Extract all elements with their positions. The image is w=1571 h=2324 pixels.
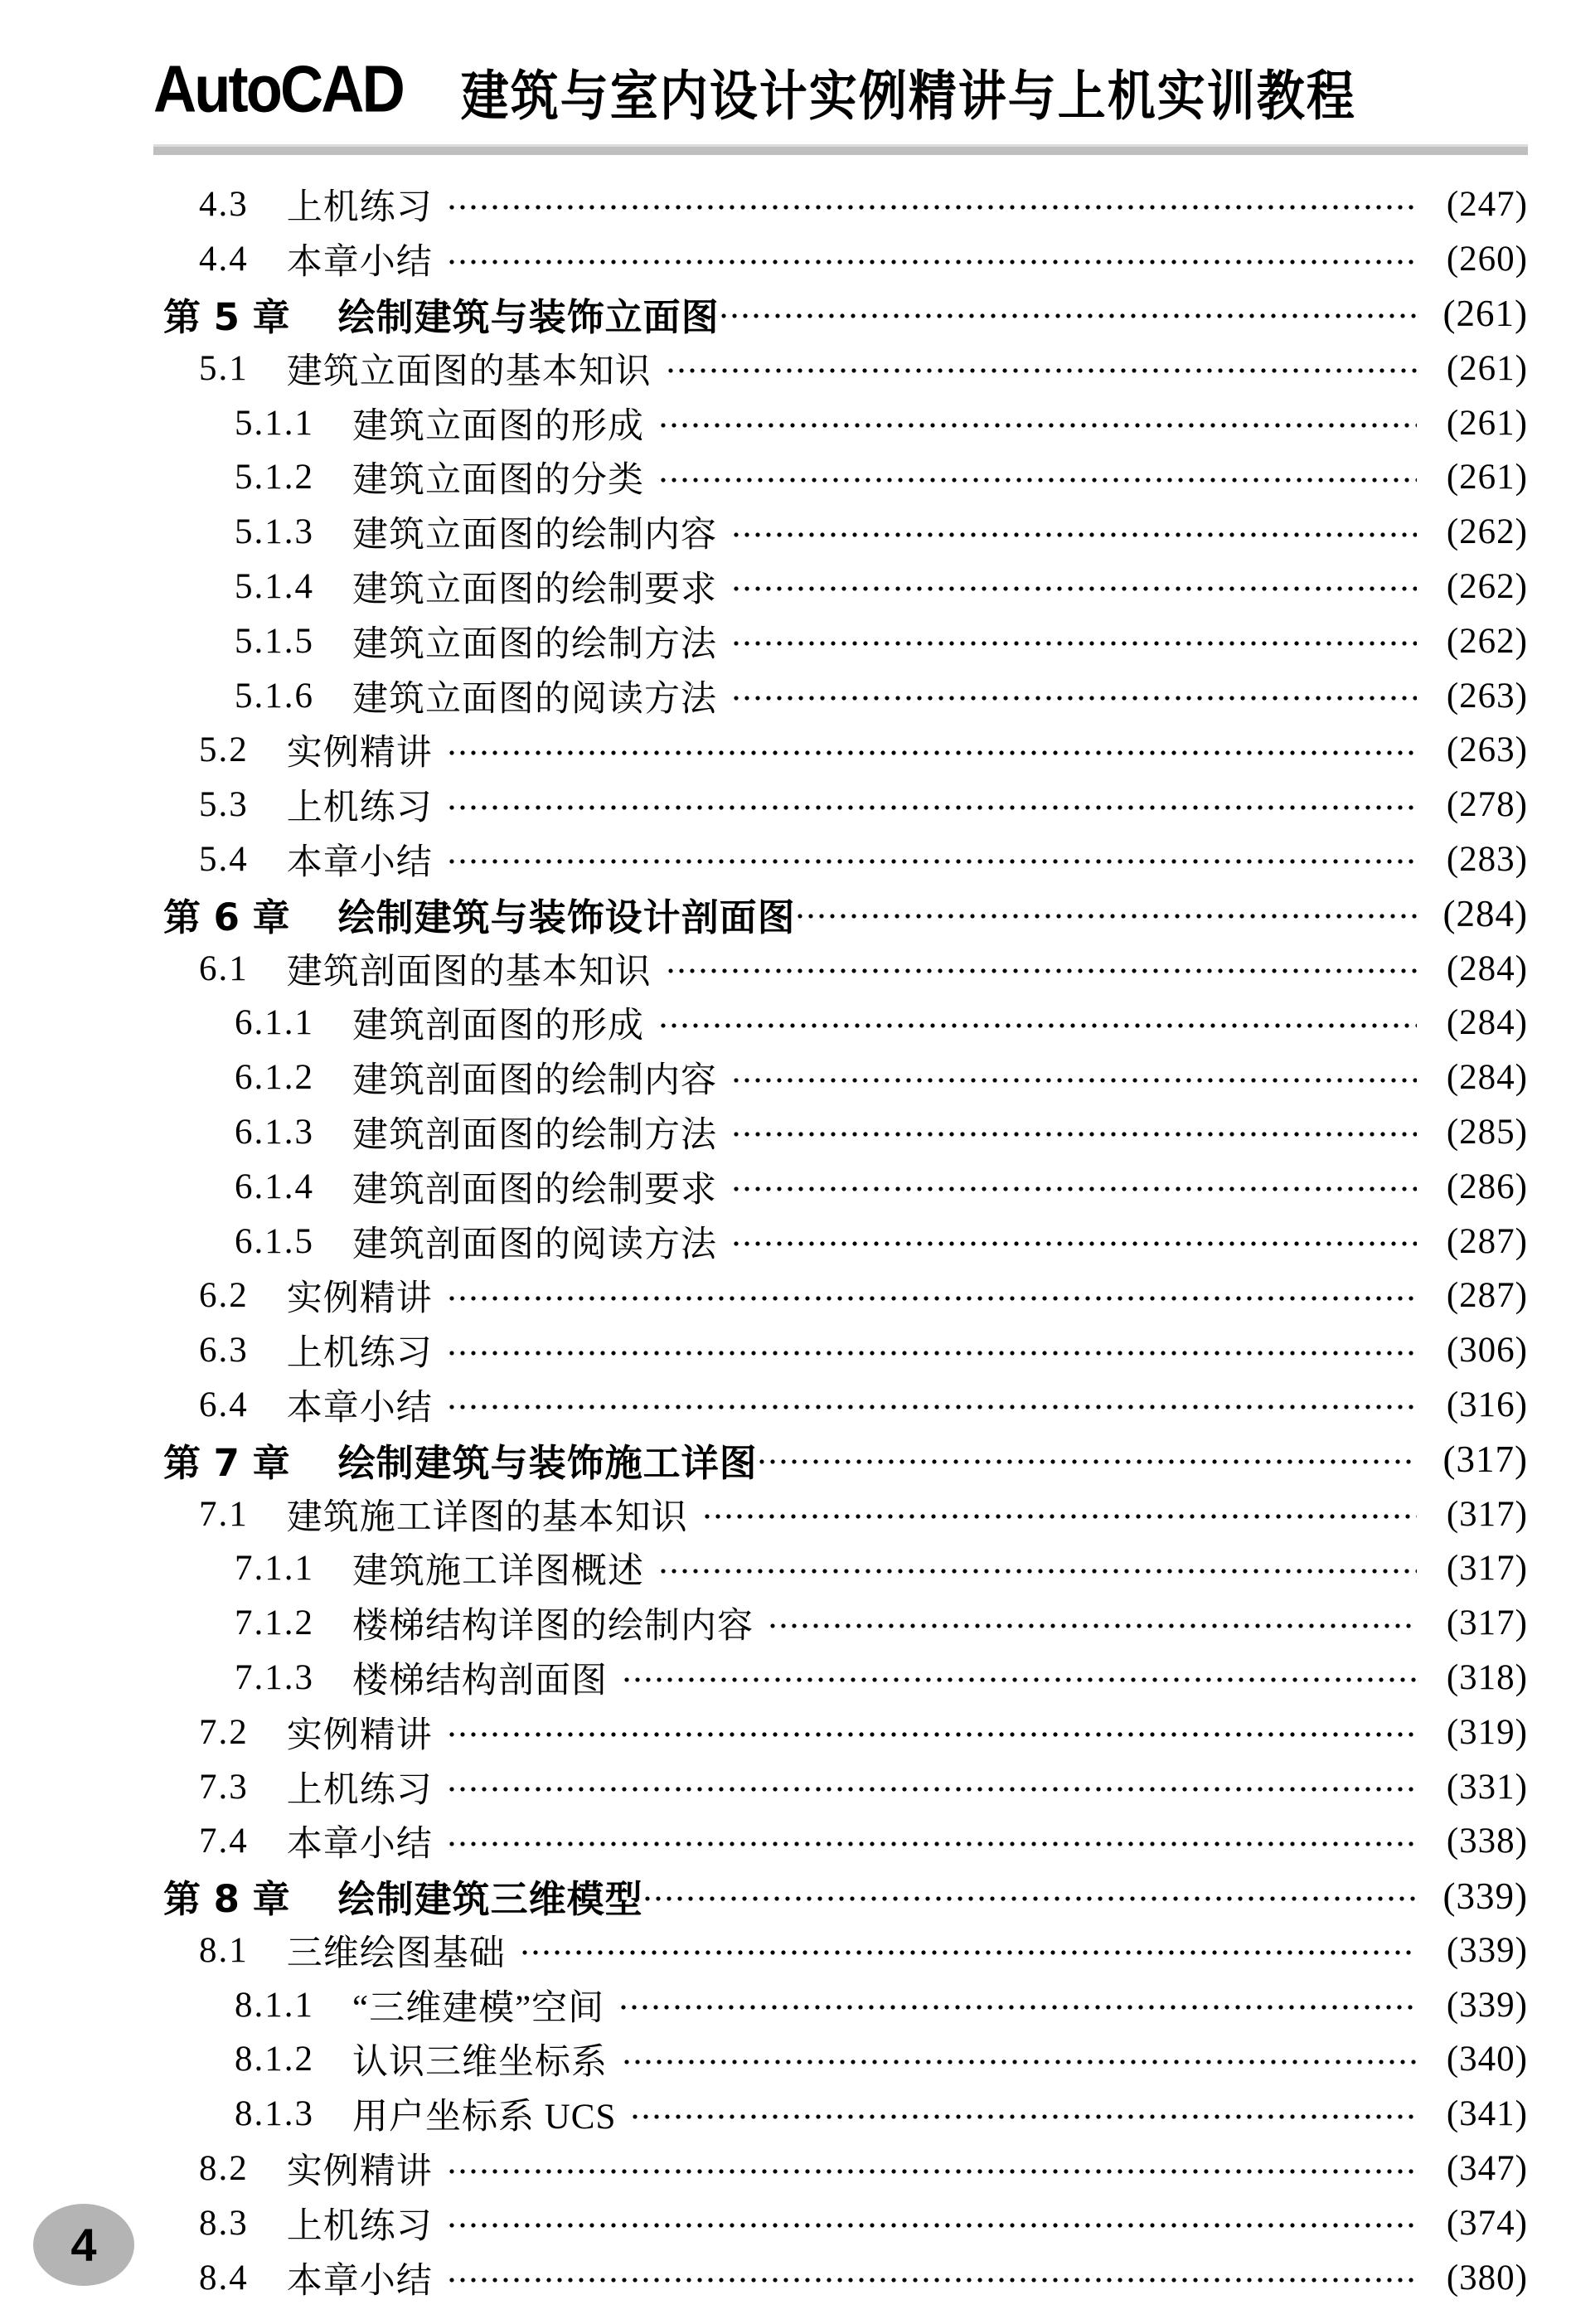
toc-entry-page: (341) (1446, 2094, 1528, 2134)
toc-entry-title: 建筑施工详图的基本知识 (286, 1497, 688, 1537)
toc-entry (163, 287, 1528, 342)
toc-entry-page: (287) (1446, 1221, 1528, 1261)
toc-entry-number: 第 6 章 (163, 895, 290, 939)
toc-entry-title: 建筑剖面图的绘制内容 (352, 1061, 717, 1101)
dot-leader (624, 2060, 1417, 2064)
toc-entry-page: (317) (1446, 1494, 1528, 1534)
page-header (153, 43, 1530, 155)
toc-entry (163, 886, 1528, 941)
toc-entry-title: 绘制建筑三维模型 (337, 1877, 643, 1922)
toc-entry-page: (318) (1446, 1657, 1528, 1697)
toc-entry-page: (284) (1446, 1058, 1528, 1098)
dot-leader (449, 805, 1417, 810)
toc-entry-title: 建筑立面图的形成 (352, 406, 644, 446)
toc-entry-page: (262) (1446, 621, 1528, 661)
toc-entry-title: 建筑剖面图的阅读方法 (352, 1225, 717, 1264)
dot-leader (668, 368, 1417, 373)
toc-entry-page: (339) (1443, 1875, 1528, 1917)
dot-leader (449, 750, 1417, 755)
toc-entry-number: 6.1.1 (235, 1003, 314, 1043)
toc-entry-number: 7.1.3 (235, 1657, 314, 1697)
dot-leader (734, 532, 1417, 537)
toc-entry-number: 7.4 (199, 1822, 249, 1861)
toc-entry-page: (261) (1446, 348, 1528, 388)
toc-entry-page: (317) (1446, 1549, 1528, 1589)
toc-entry (163, 2195, 1528, 2250)
toc-entry-page: (347) (1446, 2149, 1528, 2189)
toc-entry (163, 614, 1528, 668)
toc-entry-number: 5.2 (199, 730, 249, 770)
toc-entry (163, 2087, 1528, 2142)
toc-entry-number: 6.1.5 (235, 1221, 314, 1261)
dot-leader (770, 1623, 1417, 1628)
toc-entry-number: 7.2 (199, 1712, 249, 1752)
toc-entry (163, 1269, 1528, 1323)
toc-entry-title: 认识三维坐标系 (352, 2043, 608, 2083)
toc-entry-page: (283) (1446, 839, 1528, 879)
dot-leader (449, 260, 1417, 264)
toc-entry-page: (339) (1446, 1985, 1528, 2025)
toc-entry (163, 1651, 1528, 1705)
toc-entry-page: (261) (1446, 458, 1528, 497)
toc-entry-title: 上机练习 (286, 1770, 433, 1810)
toc-entry-number: 8.1.1 (235, 1985, 314, 2025)
toc-entry-title: 建筑立面图的基本知识 (286, 352, 652, 391)
toc-entry-title: 绘制建筑与装饰设计剖面图 (337, 895, 796, 939)
toc-entry (163, 341, 1528, 395)
toc-entry-page: (340) (1446, 2040, 1528, 2079)
toc-entry-page: (380) (1446, 2258, 1528, 2297)
dot-leader (668, 968, 1417, 973)
toc-entry-page: (284) (1443, 893, 1528, 935)
toc-entry-title: 建筑施工详图概述 (352, 1552, 644, 1592)
book-title: 建筑与室内设计实例精讲与上机实训教程 (460, 64, 1356, 128)
toc-entry (163, 1432, 1528, 1487)
toc-entry-number: 5.1.6 (235, 676, 314, 716)
toc-entry (163, 2032, 1528, 2087)
toc-entry-number: 5.1.4 (235, 566, 314, 606)
dot-leader (734, 1132, 1417, 1137)
toc-entry-page: (374) (1446, 2203, 1528, 2243)
toc-entry-page: (317) (1446, 1604, 1528, 1643)
toc-entry-page: (263) (1446, 730, 1528, 770)
toc-entry-number: 第 7 章 (163, 1440, 290, 1485)
toc-entry-number: 6.2 (199, 1276, 249, 1316)
toc-entry-title: 建筑剖面图的形成 (352, 1007, 644, 1046)
toc-entry-number: 5.1 (199, 348, 249, 388)
dot-leader (449, 1351, 1417, 1356)
toc-entry-number: 6.4 (199, 1385, 249, 1424)
toc-entry-number: 8.2 (199, 2149, 249, 2189)
toc-entry-title: 建筑立面图的绘制内容 (352, 516, 717, 556)
toc-entry-title: 实例精讲 (286, 2152, 433, 2192)
toc-entry-page: (331) (1446, 1767, 1528, 1807)
dot-leader (449, 1841, 1417, 1846)
toc-entry-page: (247) (1446, 185, 1528, 225)
toc-entry (163, 1759, 1528, 1814)
toc-entry (163, 1050, 1528, 1105)
toc-entry-number: 5.1.5 (235, 621, 314, 661)
header-title-row (153, 43, 1530, 128)
toc-entry-number: 7.3 (199, 1767, 249, 1807)
toc-entry-page: (338) (1446, 1822, 1528, 1861)
toc-entry-number: 7.1.1 (235, 1549, 314, 1589)
toc-entry-page: (285) (1446, 1112, 1528, 1152)
toc-entry-number: 4.4 (199, 240, 249, 279)
table-of-contents (163, 177, 1528, 2305)
toc-entry-title: 本章小结 (286, 2261, 433, 2301)
toc-entry-number: 8.4 (199, 2258, 249, 2297)
dot-leader (449, 2278, 1417, 2283)
toc-entry-page: (339) (1446, 1930, 1528, 1970)
toc-entry (163, 1596, 1528, 1651)
toc-entry (163, 832, 1528, 887)
toc-entry-title: 本章小结 (286, 1388, 433, 1428)
toc-entry-number: 6.3 (199, 1331, 249, 1371)
dot-leader (449, 2223, 1417, 2228)
dot-leader (449, 1296, 1417, 1301)
toc-entry (163, 1105, 1528, 1160)
toc-entry-title: 绘制建筑与装饰立面图 (337, 294, 720, 339)
toc-entry-page: (306) (1446, 1331, 1528, 1371)
toc-entry-title: 本章小结 (286, 243, 433, 283)
toc-entry (163, 1924, 1528, 1978)
dot-leader (449, 1732, 1417, 1737)
book-brand: AutoCAD (153, 51, 403, 127)
toc-entry-title: 楼梯结构剖面图 (352, 1661, 608, 1701)
toc-entry (163, 1159, 1528, 1214)
toc-entry (163, 1487, 1528, 1541)
toc-entry (163, 1541, 1528, 1596)
toc-entry-number: 4.3 (199, 185, 249, 225)
toc-entry-title: 本章小结 (286, 842, 433, 882)
toc-entry-number: 5.1.3 (235, 512, 314, 552)
dot-leader (621, 2005, 1417, 2010)
toc-entry-number: 8.3 (199, 2203, 249, 2243)
toc-entry-title: 建筑立面图的分类 (352, 461, 644, 501)
toc-entry-number: 7.1.2 (235, 1604, 314, 1643)
toc-entry-title: 上机练习 (286, 2206, 433, 2246)
toc-entry-page: (316) (1446, 1385, 1528, 1424)
toc-entry-number: 6.1.3 (235, 1112, 314, 1152)
toc-entry (163, 723, 1528, 778)
toc-entry-title: 本章小结 (286, 1825, 433, 1865)
toc-entry-title: 实例精讲 (286, 734, 433, 774)
toc-entry-title: 建筑剖面图的绘制方法 (352, 1115, 717, 1155)
toc-entry-page: (317) (1443, 1439, 1528, 1481)
dot-leader (661, 1569, 1417, 1574)
toc-entry-page: (261) (1443, 293, 1528, 335)
toc-entry-page: (263) (1446, 676, 1528, 716)
dot-leader (522, 1950, 1417, 1955)
toc-entry (163, 232, 1528, 287)
toc-entry (163, 505, 1528, 560)
toc-entry (163, 1814, 1528, 1869)
dot-leader (734, 1186, 1417, 1191)
toc-entry-title: 三维绘图基础 (286, 1933, 506, 1973)
dot-leader (661, 478, 1417, 483)
toc-entry-number: 8.1 (199, 1930, 249, 1970)
toc-entry (163, 941, 1528, 996)
dot-leader (645, 1896, 1417, 1901)
dot-leader (734, 641, 1417, 646)
toc-entry-number: 5.3 (199, 785, 249, 825)
dot-leader (759, 1459, 1417, 1464)
toc-entry-title: 上机练习 (286, 188, 433, 228)
toc-entry-page: (284) (1446, 949, 1528, 988)
toc-entry (163, 1323, 1528, 1378)
toc-entry (163, 1869, 1528, 1924)
toc-entry-number: 6.1.2 (235, 1058, 314, 1098)
dot-leader (734, 1078, 1417, 1083)
toc-entry-number: 5.1.1 (235, 403, 314, 443)
toc-entry-page: (262) (1446, 566, 1528, 606)
toc-entry-title: 建筑剖面图的基本知识 (286, 952, 652, 992)
dot-leader (449, 859, 1417, 864)
toc-entry-number: 6.1 (199, 949, 249, 988)
toc-entry-number: 8.1.2 (235, 2040, 314, 2079)
toc-entry (163, 177, 1528, 232)
dot-leader (798, 914, 1417, 919)
dot-leader (633, 2114, 1417, 2119)
dot-leader (734, 586, 1417, 591)
toc-entry-page: (278) (1446, 785, 1528, 825)
toc-entry-title: 建筑立面图的阅读方法 (352, 679, 717, 719)
toc-entry (163, 1977, 1528, 2032)
dot-leader (734, 1241, 1417, 1246)
toc-entry-title: 上机练习 (286, 788, 433, 828)
toc-entry-page: (286) (1446, 1167, 1528, 1206)
page-number: 4 (70, 2219, 97, 2271)
toc-entry-number: 第 8 章 (163, 1877, 290, 1922)
toc-entry (163, 2142, 1528, 2196)
dot-leader (661, 423, 1417, 428)
toc-entry-title: 实例精讲 (286, 1279, 433, 1319)
dot-leader (661, 1023, 1417, 1028)
toc-entry-page: (260) (1446, 240, 1528, 279)
toc-entry-number: 8.1.3 (235, 2094, 314, 2134)
toc-entry-title: 建筑立面图的绘制方法 (352, 624, 717, 664)
dot-leader (734, 696, 1417, 701)
dot-leader (721, 313, 1417, 318)
page-number-badge (33, 2204, 134, 2286)
toc-entry (163, 1705, 1528, 1759)
toc-entry-page: (319) (1446, 1712, 1528, 1752)
toc-entry-page: (261) (1446, 403, 1528, 443)
toc-entry-title: 用户坐标系 UCS (352, 2098, 617, 2137)
toc-entry (163, 450, 1528, 505)
toc-entry-number: 7.1 (199, 1494, 249, 1534)
toc-entry (163, 560, 1528, 614)
toc-entry-number: 第 5 章 (163, 294, 290, 339)
toc-entry-title: 实例精讲 (286, 1715, 433, 1755)
toc-entry-title: 建筑剖面图的绘制要求 (352, 1170, 717, 1210)
header-rule (153, 144, 1528, 155)
dot-leader (624, 1677, 1417, 1682)
toc-entry-title: 建筑立面图的绘制要求 (352, 570, 717, 609)
toc-entry-number: 5.1.2 (235, 458, 314, 497)
toc-entry (163, 668, 1528, 723)
dot-leader (449, 2169, 1417, 2174)
toc-entry (163, 996, 1528, 1050)
toc-entry-page: (284) (1446, 1003, 1528, 1043)
dot-leader (449, 1787, 1417, 1792)
toc-entry-page: (262) (1446, 512, 1528, 552)
toc-entry (163, 1378, 1528, 1433)
dot-leader (449, 205, 1417, 210)
toc-entry-title: “三维建模”空间 (352, 1988, 605, 2028)
toc-entry (163, 778, 1528, 832)
toc-entry-number: 6.1.4 (235, 1167, 314, 1206)
toc-entry-number: 5.4 (199, 839, 249, 879)
toc-entry (163, 1214, 1528, 1269)
dot-leader (449, 1405, 1417, 1409)
toc-entry-page: (287) (1446, 1276, 1528, 1316)
toc-entry-title: 楼梯结构详图的绘制内容 (352, 1607, 754, 1647)
toc-entry (163, 2250, 1528, 2305)
toc-entry (163, 395, 1528, 450)
dot-leader (705, 1514, 1417, 1519)
toc-entry-title: 绘制建筑与装饰施工详图 (337, 1440, 758, 1485)
toc-entry-title: 上机练习 (286, 1334, 433, 1374)
